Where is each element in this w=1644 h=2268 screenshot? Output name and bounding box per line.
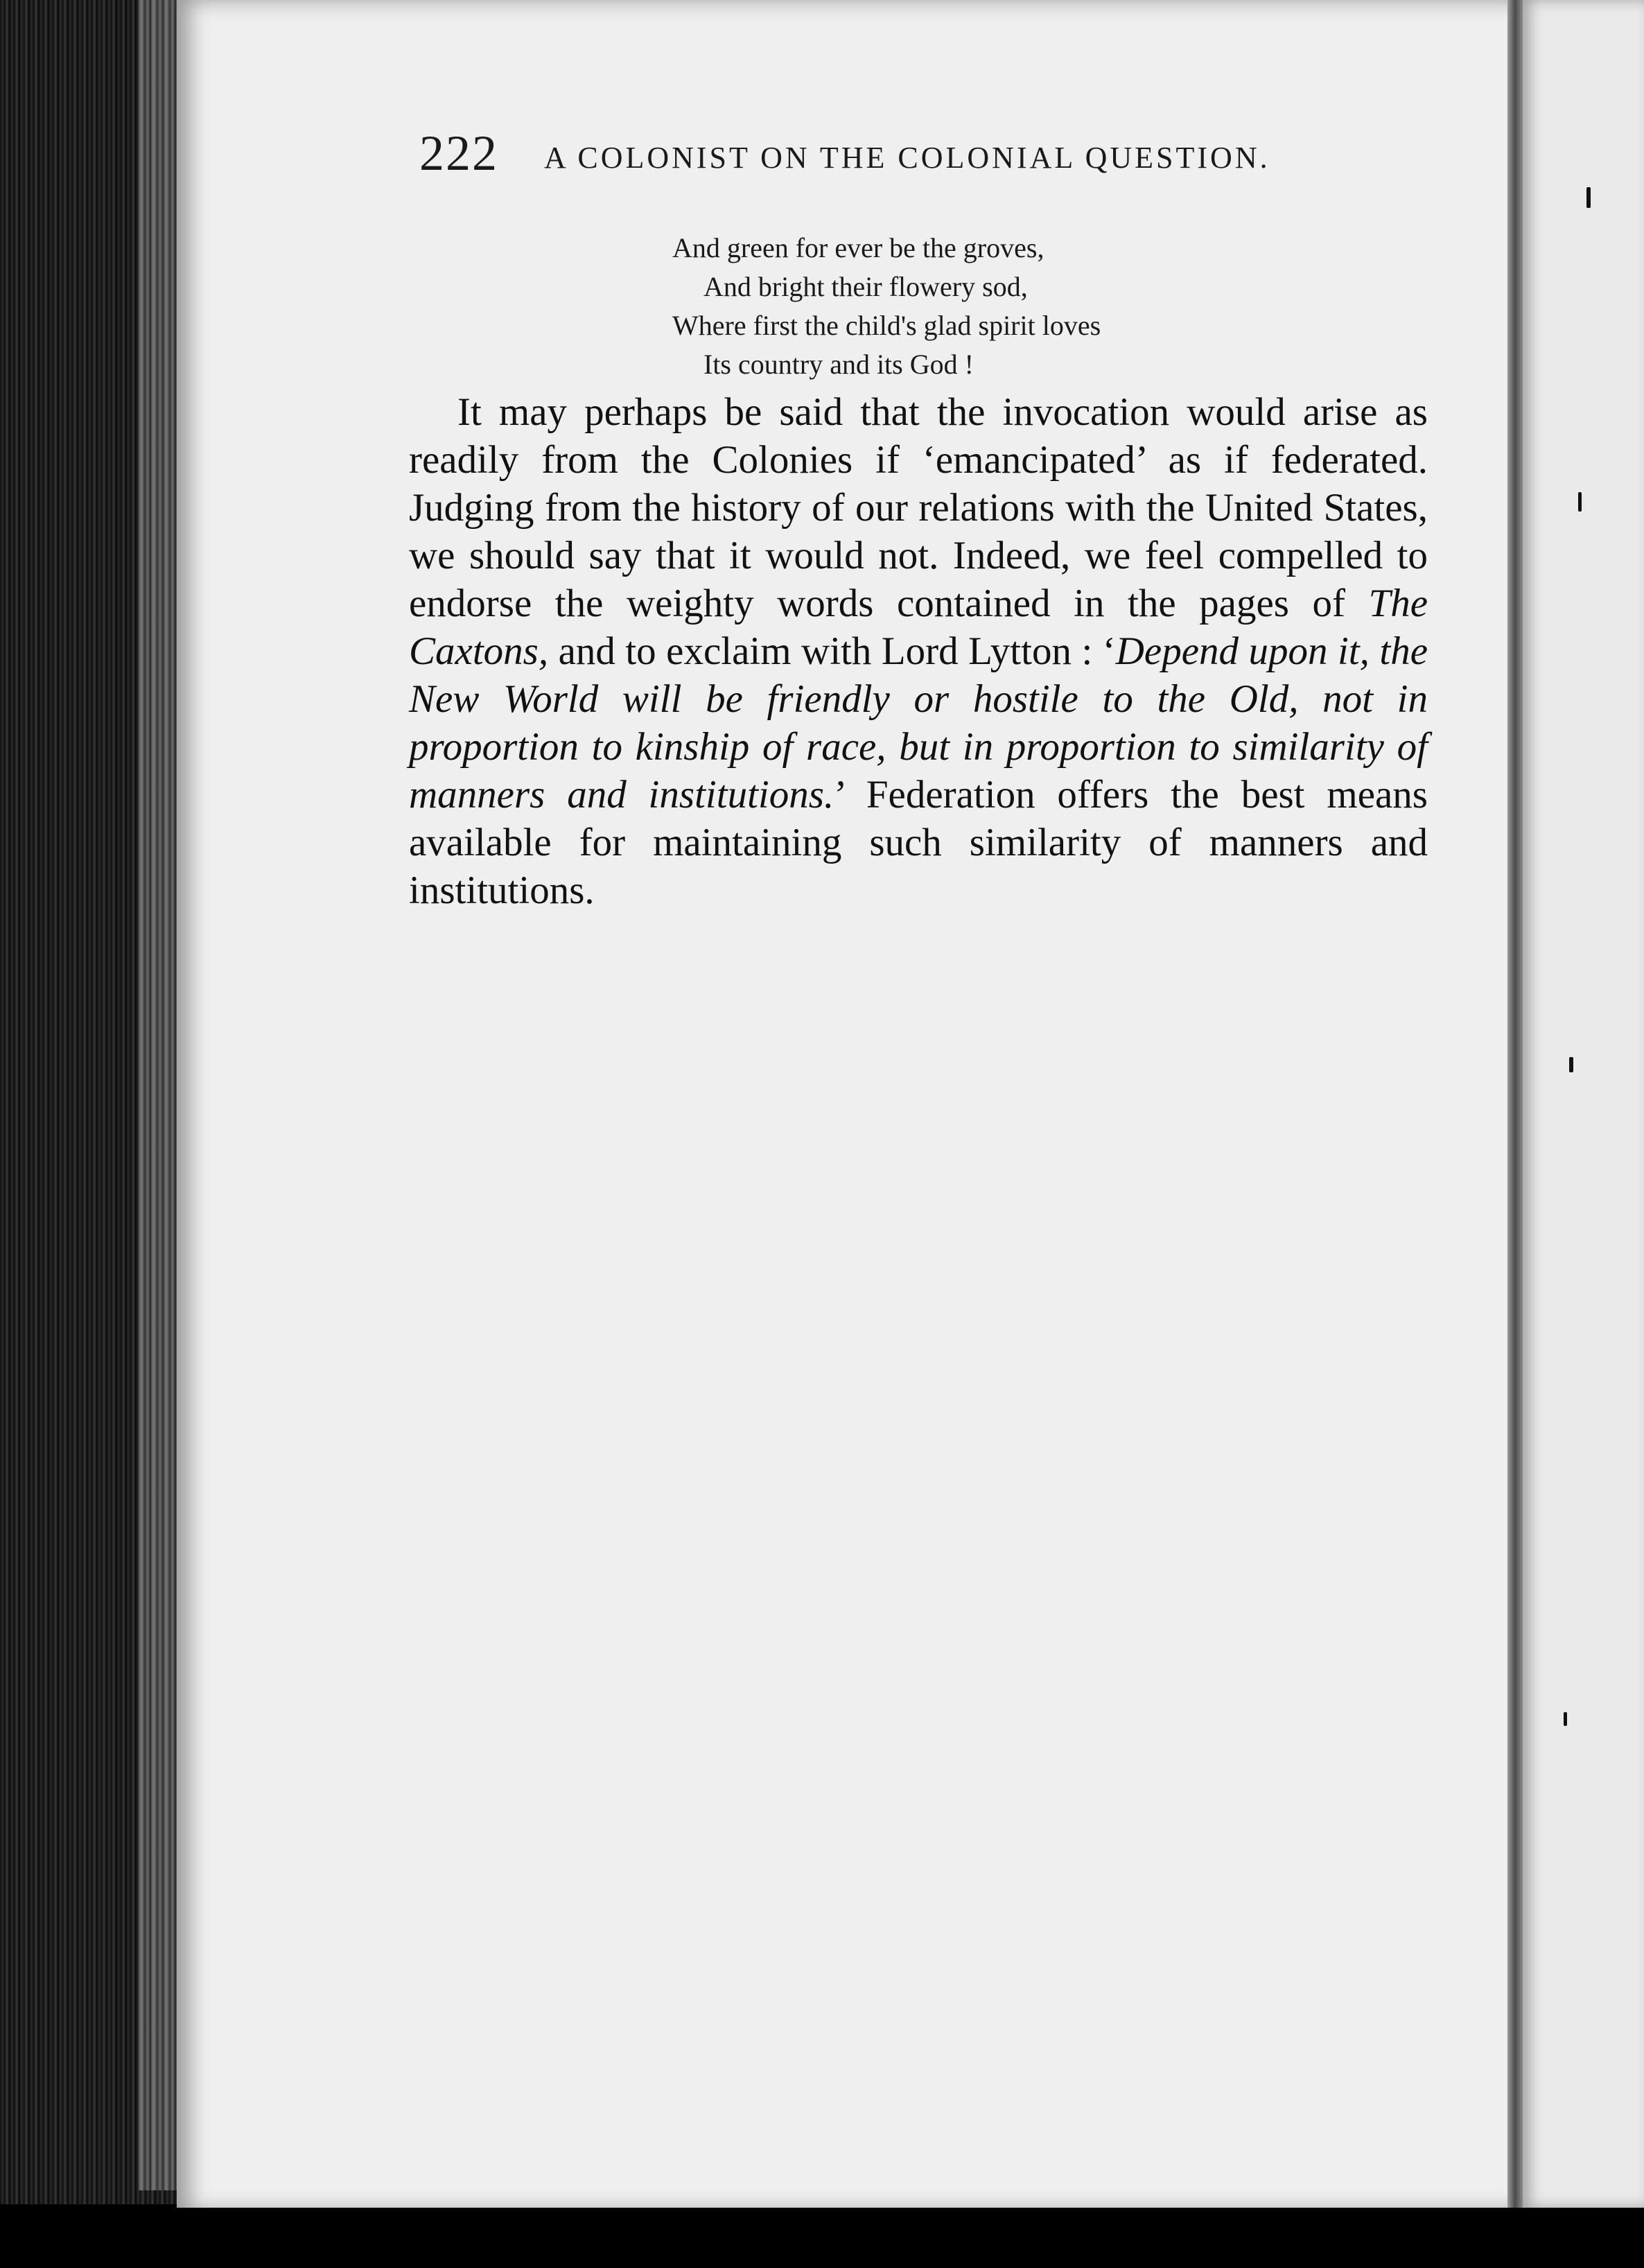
poem-line: And green for ever be the groves, (672, 232, 1044, 263)
page-gutter (1507, 0, 1523, 2211)
scan-mark (1578, 492, 1582, 512)
page-header (419, 125, 1320, 194)
poem-line: And bright their flowery sod, (703, 271, 1028, 302)
body-paragraph (409, 388, 1428, 914)
scan-mark (1569, 1057, 1573, 1072)
poem-line: Where first the child's glad spirit loves (672, 310, 1101, 341)
quotation: Depend upon it, the New World will be friendly or hostile to the Old, not in proportion to kinship of race, but in proportion to similarity of manners and institutions. (409, 629, 1428, 817)
adjacent-page-edge (1523, 0, 1644, 2208)
scan-border (0, 2208, 1644, 2268)
running-head: A COLONIST ON THE COLONIAL QUESTION. (544, 141, 1270, 175)
scan-mark (1586, 187, 1591, 208)
book-title: The Caxtons, (409, 582, 1428, 673)
poem-stanza (672, 229, 1296, 384)
paragraph-text: It may perhaps be said that the invocation would arise as readily from the Colonies if ‘emancipated’ as if federated. Judging from the history of our relations with the United States, we should say that it would not. Indeed, we feel compelled to endorse the weighty words contained in the pages of (409, 390, 1428, 625)
page-number: 222 (419, 125, 498, 181)
paragraph-text: and to exclaim with Lord Lytton : ‘ (548, 629, 1116, 673)
poem-line: Its country and its God ! (703, 349, 974, 380)
paragraph (409, 388, 1428, 914)
scan-mark (1564, 1712, 1567, 1726)
paragraph-text: ’ Federation offers the best means available for maintaining such similarity of manners and institutions. (409, 773, 1428, 912)
